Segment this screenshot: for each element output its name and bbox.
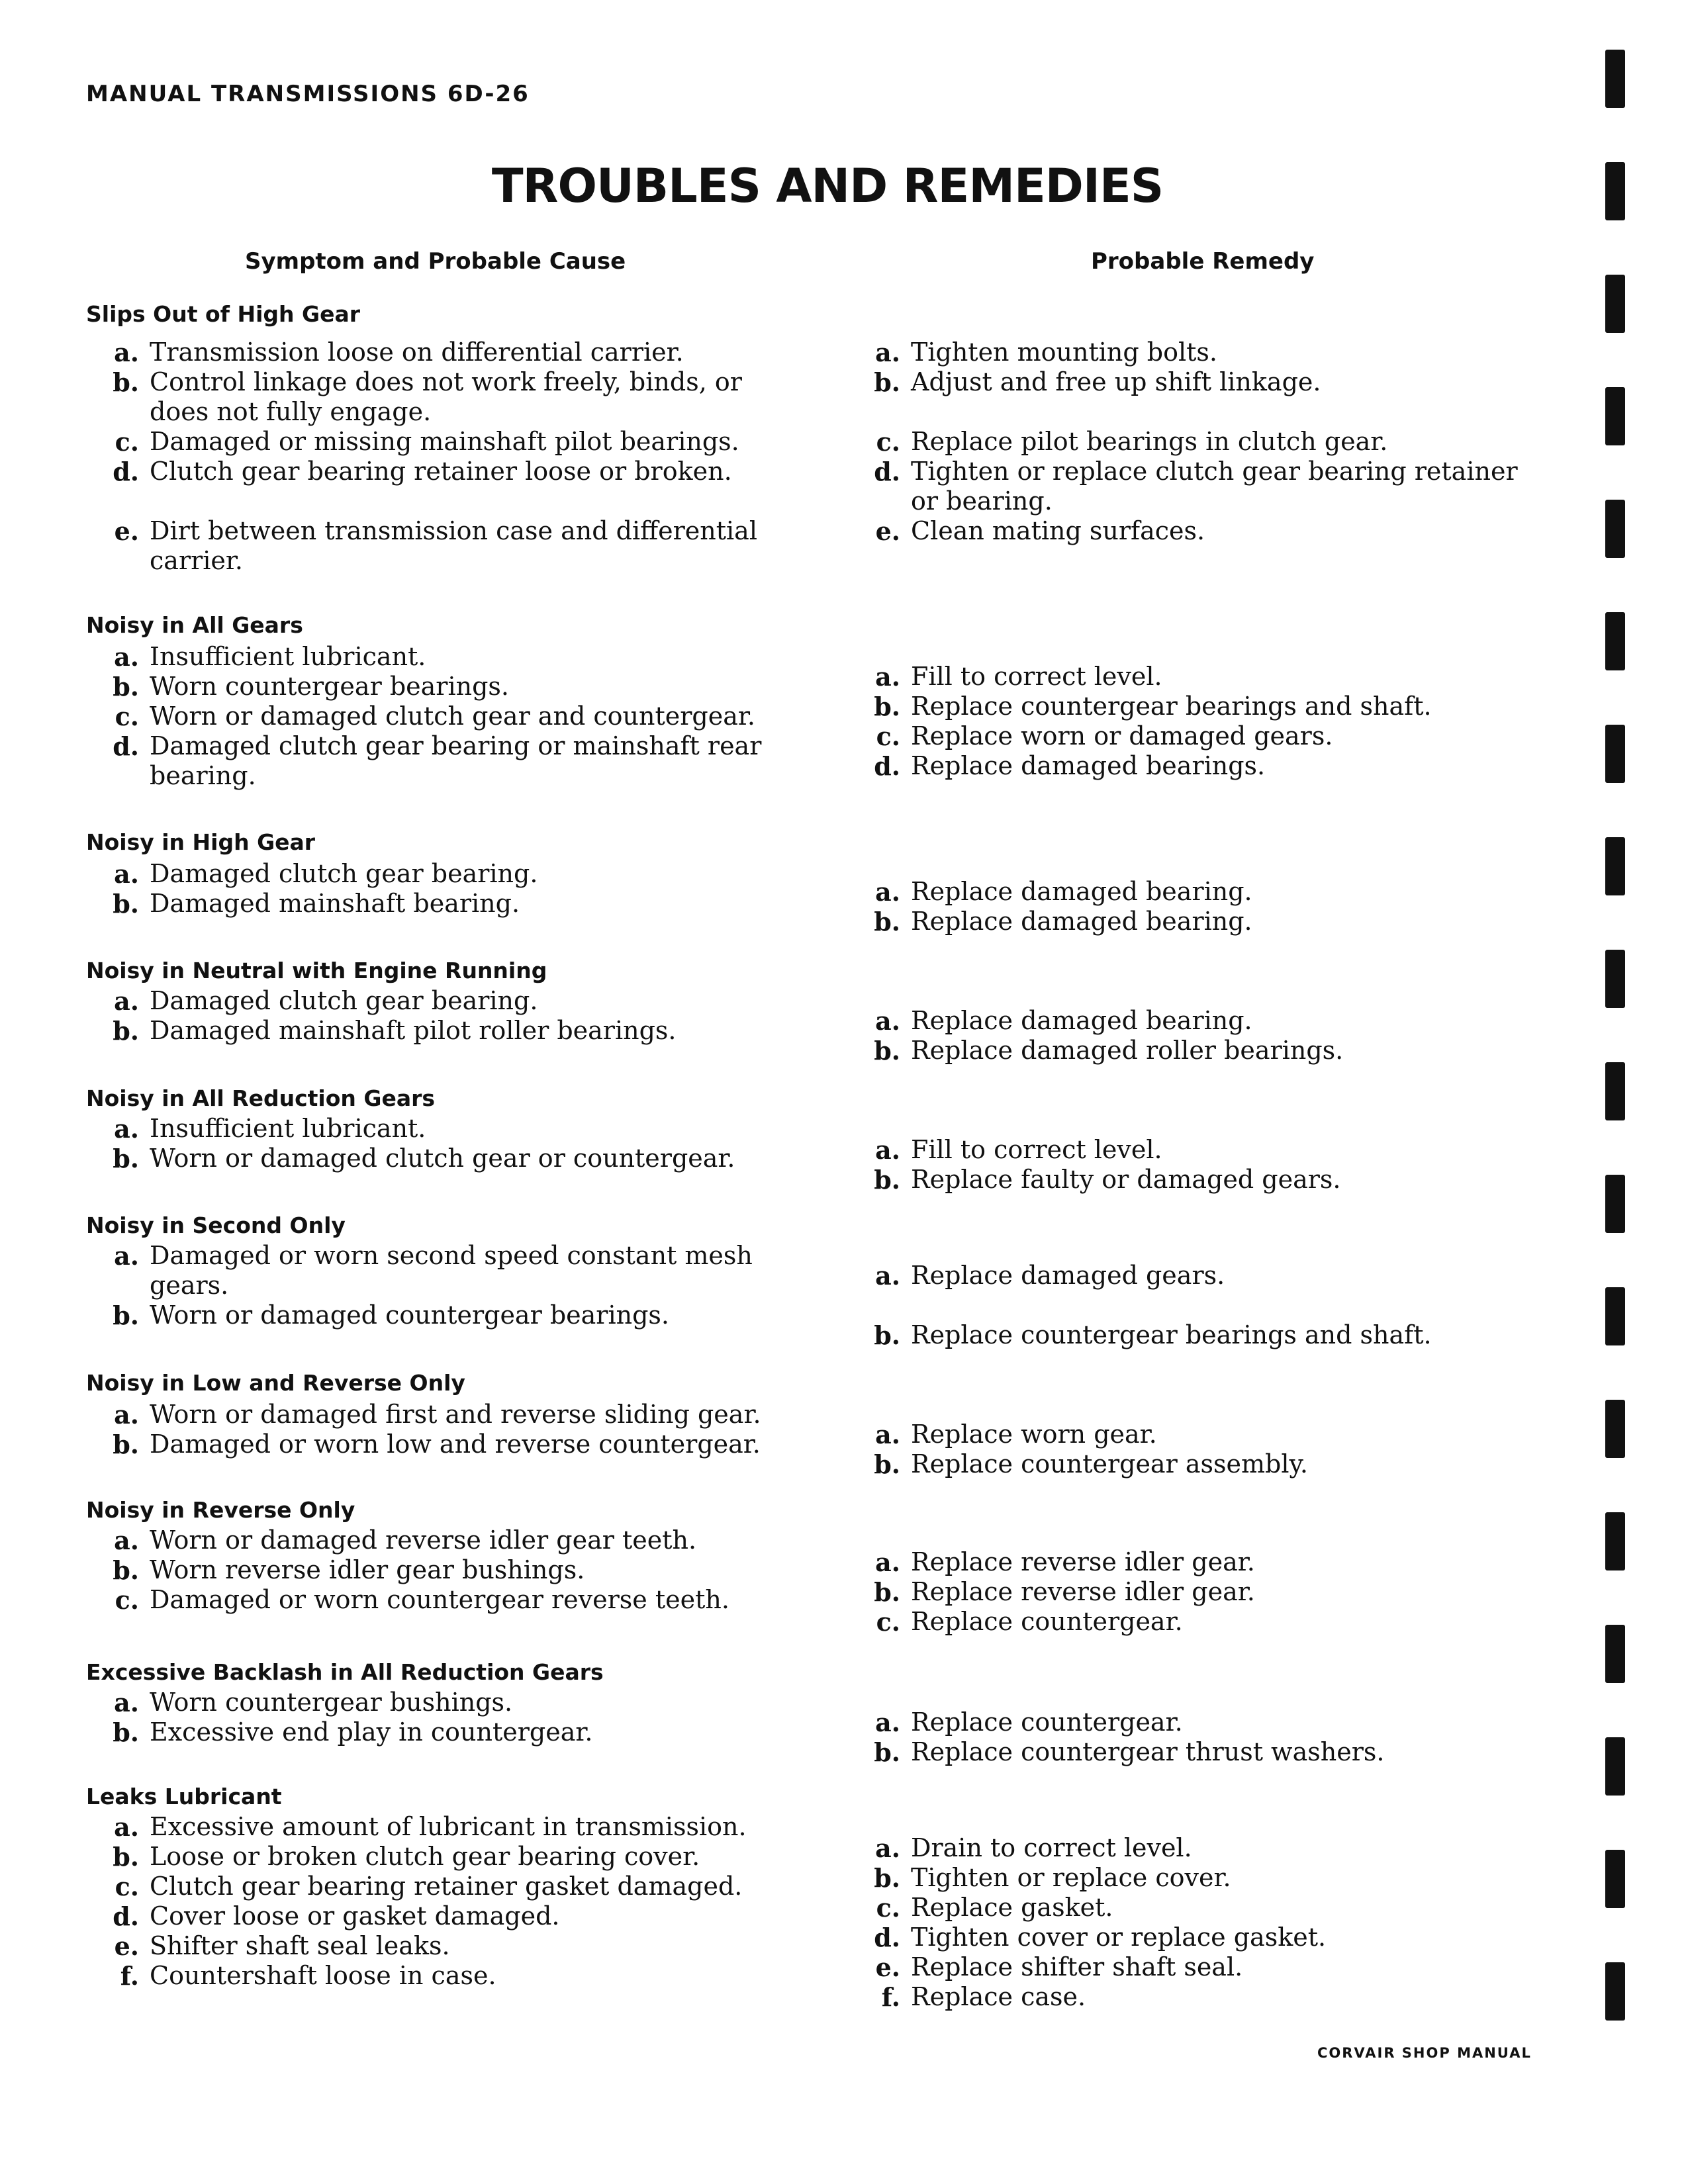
item-letter: b. <box>113 1300 139 1330</box>
item-text: Damaged or missing mainshaft pilot bearings. <box>150 427 739 456</box>
item-letter: b. <box>113 1842 139 1872</box>
item-letter: b. <box>874 1036 900 1066</box>
item-letter: d. <box>874 1923 900 1952</box>
item-letter: a. <box>875 1135 900 1165</box>
item-text: Transmission loose on differential carrier. <box>150 338 684 367</box>
section-title: Noisy in Second Only <box>86 1212 346 1238</box>
item-letter: b. <box>874 1449 900 1479</box>
binding-mark <box>1605 1400 1625 1458</box>
binding-mark <box>1605 950 1625 1008</box>
item-text: Tighten or replace clutch gear bearing retainer or bearing. <box>911 457 1518 516</box>
remedy-item <box>872 427 1548 457</box>
item-letter: a. <box>875 1420 900 1449</box>
item-letter: c. <box>115 427 139 457</box>
item-text: Tighten cover or replace gasket. <box>911 1923 1327 1952</box>
cause-item <box>111 1144 773 1173</box>
item-letter: b. <box>874 1577 900 1607</box>
item-text: Worn reverse idler gear bushings. <box>150 1555 585 1584</box>
item-text: Replace damaged bearing. <box>911 907 1252 936</box>
item-letter: e. <box>875 1952 900 1982</box>
item-letter: a. <box>875 877 900 907</box>
column-header-symptom: Symptom and Probable Cause <box>245 248 626 275</box>
item-text: Damaged mainshaft pilot roller bearings. <box>150 1016 677 1045</box>
cause-item <box>111 1961 773 1991</box>
item-text: Replace damaged bearing. <box>911 1006 1252 1035</box>
remedy-item <box>872 1607 1548 1637</box>
remedy-item <box>872 457 1548 516</box>
item-letter: a. <box>114 338 139 367</box>
item-letter: a. <box>114 1241 139 1271</box>
item-text: Replace countergear. <box>911 1607 1183 1636</box>
item-letter: a. <box>114 1812 139 1842</box>
item-letter: c. <box>115 702 139 731</box>
remedy-item <box>872 662 1548 692</box>
binding-mark <box>1605 1737 1625 1796</box>
cause-item <box>111 1688 773 1717</box>
item-letter: b. <box>874 1737 900 1767</box>
item-text: Control linkage does not work freely, binds, or does not fully engage. <box>150 367 742 426</box>
item-letter: b. <box>874 367 900 397</box>
item-text: Replace countergear bearings and shaft. <box>911 692 1432 721</box>
item-text: Tighten mounting bolts. <box>911 338 1217 367</box>
remedy-item <box>872 1420 1548 1449</box>
item-text: Excessive end play in countergear. <box>150 1717 593 1747</box>
item-text: Replace damaged roller bearings. <box>911 1036 1344 1065</box>
cause-item <box>111 1931 773 1961</box>
item-text: Worn or damaged clutch gear or countergear. <box>150 1144 735 1173</box>
binding-mark <box>1605 500 1625 558</box>
binding-mark <box>1605 1962 1625 2021</box>
item-letter: a. <box>114 1688 139 1717</box>
item-text: Replace worn gear. <box>911 1420 1157 1449</box>
remedy-item <box>872 1547 1548 1577</box>
binding-mark <box>1605 1062 1625 1120</box>
item-letter: b. <box>113 672 139 702</box>
item-text: Replace faulty or damaged gears. <box>911 1165 1341 1194</box>
cause-item <box>111 516 773 576</box>
cause-item <box>111 642 773 672</box>
binding-mark <box>1605 612 1625 670</box>
binding-mark <box>1605 1625 1625 1683</box>
item-text: Replace countergear assembly. <box>911 1449 1308 1479</box>
remedy-item <box>872 1863 1548 1893</box>
cause-item <box>111 1585 773 1615</box>
cause-item <box>111 338 773 367</box>
item-text: Drain to correct level. <box>911 1833 1192 1862</box>
item-letter: a. <box>114 1525 139 1555</box>
cause-item <box>111 1555 773 1585</box>
section-title: Noisy in Neutral with Engine Running <box>86 958 547 983</box>
remedy-item <box>872 1165 1548 1195</box>
remedy-item <box>872 1036 1548 1066</box>
item-text: Fill to correct level. <box>911 662 1162 691</box>
section-title: Noisy in Low and Reverse Only <box>86 1370 465 1396</box>
cause-item <box>111 1300 773 1330</box>
item-text: Replace shifter shaft seal. <box>911 1952 1243 1981</box>
binding-mark <box>1605 162 1625 220</box>
section-title: Excessive Backlash in All Reduction Gears <box>86 1659 604 1685</box>
page-header: MANUAL TRANSMISSIONS 6D-26 <box>86 81 530 107</box>
binding-mark <box>1605 725 1625 783</box>
item-text: Replace damaged bearing. <box>911 877 1252 906</box>
item-letter: a. <box>114 859 139 889</box>
item-letter: b. <box>113 1016 139 1046</box>
item-text: Adjust and free up shift linkage. <box>911 367 1321 396</box>
item-letter: a. <box>114 1400 139 1430</box>
item-letter: f. <box>120 1961 139 1991</box>
item-letter: b. <box>113 1430 139 1459</box>
item-letter: b. <box>113 1144 139 1173</box>
cause-item <box>111 1400 773 1430</box>
binding-mark <box>1605 275 1625 333</box>
item-text: Replace reverse idler gear. <box>911 1547 1255 1576</box>
item-letter: a. <box>114 1114 139 1144</box>
item-text: Replace case. <box>911 1982 1086 2011</box>
item-letter: d. <box>113 731 139 761</box>
item-letter: b. <box>113 889 139 919</box>
cause-item <box>111 1016 773 1046</box>
column-header-remedy: Probable Remedy <box>1091 248 1315 275</box>
remedy-item <box>872 1923 1548 1952</box>
binding-mark <box>1605 1287 1625 1345</box>
remedy-item <box>872 367 1548 397</box>
cause-item <box>111 1241 773 1300</box>
binding-mark <box>1605 837 1625 895</box>
binding-mark <box>1605 387 1625 445</box>
item-letter: a. <box>114 986 139 1016</box>
remedy-item <box>872 1261 1548 1291</box>
item-letter: e. <box>114 1931 139 1961</box>
cause-item <box>111 1872 773 1901</box>
cause-item <box>111 859 773 889</box>
item-text: Worn or damaged countergear bearings. <box>150 1300 669 1330</box>
cause-item <box>111 367 773 427</box>
remedy-item <box>872 1320 1548 1350</box>
page-footer: CORVAIR SHOP MANUAL <box>1317 2045 1532 2061</box>
item-text: Clean mating surfaces. <box>911 516 1205 545</box>
item-text: Replace countergear bearings and shaft. <box>911 1320 1432 1349</box>
item-letter: b. <box>874 1320 900 1350</box>
remedy-item <box>872 1982 1548 2012</box>
item-text: Cover loose or gasket damaged. <box>150 1901 560 1931</box>
section-title: Slips Out of High Gear <box>86 301 361 327</box>
item-text: Replace reverse idler gear. <box>911 1577 1255 1606</box>
cause-item <box>111 986 773 1016</box>
section-title: Noisy in Reverse Only <box>86 1497 355 1523</box>
item-letter: b. <box>113 1555 139 1585</box>
item-text: Clutch gear bearing retainer gasket damaged. <box>150 1872 743 1901</box>
cause-item <box>111 1717 773 1747</box>
item-letter: d. <box>874 751 900 781</box>
cause-item <box>111 427 773 457</box>
section-title: Noisy in All Reduction Gears <box>86 1085 436 1111</box>
remedy-item <box>872 1577 1548 1607</box>
item-text: Damaged or worn low and reverse countergear. <box>150 1430 761 1459</box>
binding-mark <box>1605 1850 1625 1908</box>
item-letter: c. <box>115 1872 139 1901</box>
section-title: Noisy in High Gear <box>86 829 316 855</box>
item-letter: a. <box>875 1006 900 1036</box>
item-text: Insufficient lubricant. <box>150 1114 426 1143</box>
item-letter: a. <box>875 1707 900 1737</box>
cause-item <box>111 672 773 702</box>
section-title: Noisy in All Gears <box>86 612 303 638</box>
item-letter: c. <box>876 1607 900 1637</box>
item-text: Damaged clutch gear bearing. <box>150 986 538 1015</box>
item-letter: a. <box>875 1833 900 1863</box>
cause-item <box>111 1901 773 1931</box>
item-text: Damaged mainshaft bearing. <box>150 889 520 918</box>
item-letter: c. <box>876 427 900 457</box>
item-text: Damaged clutch gear bearing or mainshaft rear bearing. <box>150 731 762 790</box>
binding-mark <box>1605 1175 1625 1233</box>
item-letter: c. <box>115 1585 139 1615</box>
item-text: Dirt between transmission case and differential carrier. <box>150 516 757 575</box>
remedy-item <box>872 1737 1548 1767</box>
item-text: Worn or damaged reverse idler gear teeth. <box>150 1525 697 1555</box>
item-letter: b. <box>874 907 900 936</box>
item-text: Worn countergear bushings. <box>150 1688 513 1717</box>
remedy-item <box>872 1833 1548 1863</box>
item-text: Replace countergear. <box>911 1707 1183 1737</box>
item-letter: b. <box>113 1717 139 1747</box>
item-letter: a. <box>114 642 139 672</box>
item-text: Replace worn or damaged gears. <box>911 721 1333 751</box>
binding-mark <box>1605 50 1625 108</box>
cause-item <box>111 889 773 919</box>
item-text: Worn or damaged clutch gear and countergear. <box>150 702 755 731</box>
section-title: Leaks Lubricant <box>86 1784 282 1809</box>
cause-item <box>111 1114 773 1144</box>
item-text: Fill to correct level. <box>911 1135 1162 1164</box>
item-text: Shifter shaft seal leaks. <box>150 1931 450 1960</box>
item-text: Worn countergear bearings. <box>150 672 509 701</box>
remedy-item <box>872 1006 1548 1036</box>
binding-mark <box>1605 1512 1625 1570</box>
item-text: Replace gasket. <box>911 1893 1113 1922</box>
remedy-item <box>872 1707 1548 1737</box>
item-letter: b. <box>874 1863 900 1893</box>
remedy-item <box>872 1952 1548 1982</box>
item-text: Worn or damaged first and reverse sliding gear. <box>150 1400 761 1429</box>
cause-item <box>111 1812 773 1842</box>
cause-item <box>111 702 773 731</box>
remedy-item <box>872 907 1548 936</box>
remedy-item <box>872 1893 1548 1923</box>
item-letter: e. <box>114 516 139 546</box>
item-letter: b. <box>874 692 900 721</box>
cause-item <box>111 457 773 486</box>
item-text: Countershaft loose in case. <box>150 1961 496 1990</box>
remedy-item <box>872 516 1548 546</box>
item-text: Replace countergear thrust washers. <box>911 1737 1385 1766</box>
remedy-item <box>872 877 1548 907</box>
remedy-item <box>872 692 1548 721</box>
remedy-item <box>872 751 1548 781</box>
remedy-item <box>872 721 1548 751</box>
item-letter: a. <box>875 338 900 367</box>
item-letter: d. <box>113 1901 139 1931</box>
page-title: TROUBLES AND REMEDIES <box>491 159 1164 213</box>
item-text: Replace damaged bearings. <box>911 751 1266 780</box>
item-letter: b. <box>113 367 139 397</box>
item-text: Replace pilot bearings in clutch gear. <box>911 427 1388 456</box>
cause-item <box>111 1525 773 1555</box>
item-letter: e. <box>875 516 900 546</box>
item-letter: d. <box>113 457 139 486</box>
item-text: Loose or broken clutch gear bearing cover. <box>150 1842 700 1871</box>
remedy-item <box>872 338 1548 367</box>
item-text: Insufficient lubricant. <box>150 642 426 671</box>
item-text: Clutch gear bearing retainer loose or broken. <box>150 457 732 486</box>
item-letter: c. <box>876 721 900 751</box>
item-letter: a. <box>875 1261 900 1291</box>
remedy-item <box>872 1135 1548 1165</box>
cause-item <box>111 1430 773 1459</box>
item-letter: a. <box>875 662 900 692</box>
item-text: Replace damaged gears. <box>911 1261 1225 1290</box>
item-letter: d. <box>874 457 900 486</box>
item-letter: b. <box>874 1165 900 1195</box>
item-text: Damaged clutch gear bearing. <box>150 859 538 888</box>
item-text: Excessive amount of lubricant in transmission. <box>150 1812 747 1841</box>
cause-item <box>111 1842 773 1872</box>
item-text: Tighten or replace cover. <box>911 1863 1231 1892</box>
item-text: Damaged or worn countergear reverse teeth. <box>150 1585 729 1614</box>
item-text: Damaged or worn second speed constant mesh gears. <box>150 1241 753 1300</box>
remedy-item <box>872 1449 1548 1479</box>
item-letter: a. <box>875 1547 900 1577</box>
item-letter: c. <box>876 1893 900 1923</box>
item-letter: f. <box>881 1982 900 2012</box>
cause-item <box>111 731 773 791</box>
